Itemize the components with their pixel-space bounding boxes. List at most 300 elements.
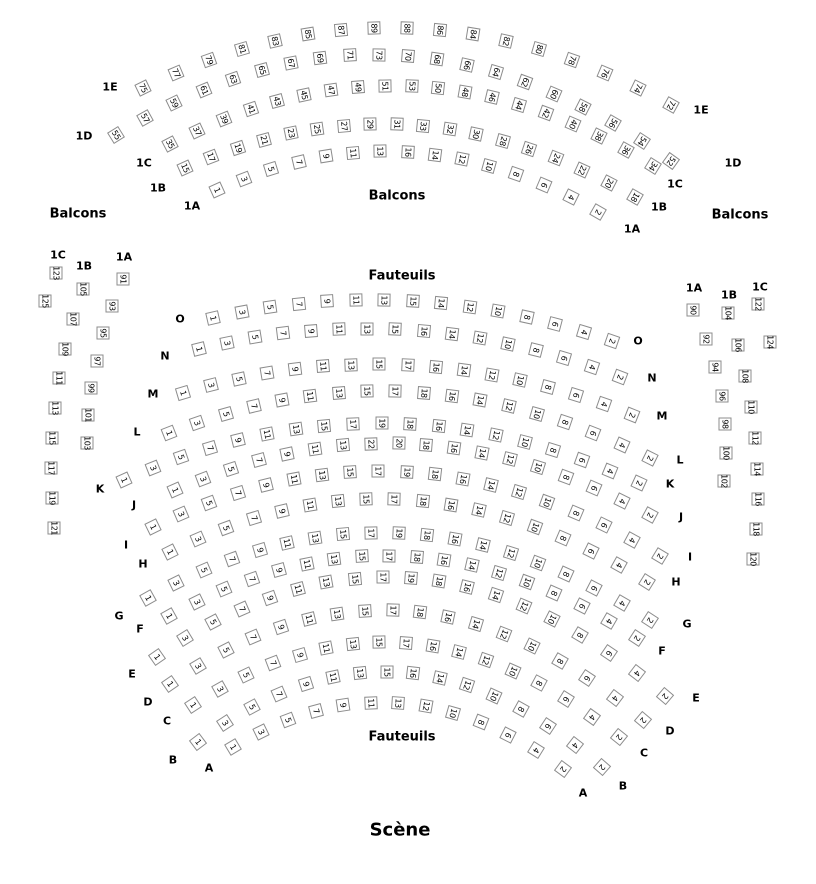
seat[interactable]: 61 <box>195 81 212 98</box>
seat[interactable]: 12 <box>462 299 477 314</box>
seat[interactable]: 14 <box>451 644 467 660</box>
seat[interactable]: 1 <box>175 385 191 401</box>
seat[interactable]: 59 <box>166 94 183 111</box>
seat[interactable]: 3 <box>236 170 253 187</box>
seat[interactable]: 17 <box>383 549 396 562</box>
seat[interactable]: 3 <box>252 723 269 740</box>
seat[interactable]: 10 <box>517 434 533 450</box>
seat[interactable]: 9 <box>258 478 274 494</box>
seat[interactable]: 45 <box>296 87 311 102</box>
seat[interactable]: 7 <box>270 686 287 703</box>
seat[interactable]: 8 <box>557 414 573 430</box>
seat[interactable]: 4 <box>584 359 600 375</box>
seat[interactable]: 20 <box>600 174 618 192</box>
seat[interactable]: 18 <box>427 467 441 481</box>
seat[interactable]: 49 <box>351 80 365 94</box>
seat[interactable]: 1 <box>184 696 202 714</box>
seat[interactable]: 5 <box>263 161 279 177</box>
seat[interactable]: 8 <box>519 309 534 324</box>
seat[interactable]: 4 <box>566 736 584 754</box>
seat[interactable]: 4 <box>623 531 641 549</box>
seat[interactable]: 5 <box>218 519 235 536</box>
seat[interactable]: 17 <box>364 526 377 539</box>
seat[interactable]: 25 <box>310 121 325 136</box>
seat[interactable]: 7 <box>202 440 218 456</box>
seat[interactable]: 2 <box>610 728 628 746</box>
seat[interactable]: 14 <box>475 537 491 553</box>
seat[interactable]: 8 <box>571 626 589 644</box>
seat[interactable]: 18 <box>626 188 644 206</box>
seat[interactable]: 6 <box>568 387 584 403</box>
seat[interactable]: 2 <box>612 369 629 386</box>
seat[interactable]: 5 <box>201 494 218 511</box>
seat[interactable]: 6 <box>547 316 563 332</box>
seat[interactable]: 31 <box>390 118 403 131</box>
seat[interactable]: 40 <box>564 115 581 132</box>
seat[interactable]: 7 <box>246 398 262 414</box>
seat[interactable]: 9 <box>251 542 267 558</box>
seat[interactable]: 84 <box>466 27 481 42</box>
seat[interactable]: 56 <box>604 114 622 132</box>
seat[interactable]: 17 <box>388 493 401 506</box>
seat[interactable]: 43 <box>269 93 285 109</box>
seat[interactable]: 6 <box>585 579 603 597</box>
seat[interactable]: 92 <box>699 332 712 345</box>
seat[interactable]: 3 <box>144 459 161 476</box>
seat[interactable]: 121 <box>48 522 61 535</box>
seat[interactable]: 8 <box>508 166 525 183</box>
seat[interactable]: 89 <box>367 21 380 34</box>
seat[interactable]: 12 <box>478 652 495 669</box>
seat[interactable]: 13 <box>331 494 345 508</box>
seat[interactable]: 11 <box>286 472 301 487</box>
seat[interactable]: 1 <box>139 589 157 607</box>
seat[interactable]: 18 <box>403 417 417 431</box>
seat[interactable]: 11 <box>346 146 360 160</box>
seat[interactable]: 38 <box>591 128 608 145</box>
seat[interactable]: 5 <box>223 460 239 476</box>
seat[interactable]: 5 <box>248 330 263 345</box>
seat[interactable]: 3 <box>203 377 219 393</box>
seat[interactable]: 3 <box>216 714 234 732</box>
seat[interactable]: 12 <box>502 545 518 561</box>
seat[interactable]: 1 <box>208 181 225 198</box>
seat[interactable]: 17 <box>376 570 389 583</box>
seat[interactable]: 14 <box>473 393 488 408</box>
seat[interactable]: 7 <box>291 297 305 311</box>
seat[interactable]: 12 <box>515 598 532 615</box>
seat[interactable]: 3 <box>234 304 249 319</box>
seat[interactable]: 12 <box>454 151 469 166</box>
seat[interactable]: 5 <box>280 712 297 729</box>
seat[interactable]: 14 <box>460 423 475 438</box>
seat[interactable]: 83 <box>267 33 283 49</box>
seat[interactable]: 82 <box>498 33 514 49</box>
seat[interactable]: 2 <box>634 711 652 729</box>
seat[interactable]: 14 <box>468 616 484 632</box>
seat[interactable]: 16 <box>401 145 415 159</box>
seat[interactable]: 1 <box>160 607 178 625</box>
seat[interactable]: 16 <box>406 666 420 680</box>
seat[interactable]: 13 <box>352 666 366 680</box>
seat[interactable]: 2 <box>630 474 647 491</box>
seat[interactable]: 107 <box>67 312 80 325</box>
seat[interactable]: 14 <box>475 445 490 460</box>
seat[interactable]: 17 <box>203 149 220 166</box>
seat[interactable]: 4 <box>613 492 630 509</box>
seat[interactable]: 98 <box>719 418 732 431</box>
seat[interactable]: 12 <box>488 428 503 443</box>
seat[interactable]: 10 <box>504 662 521 679</box>
seat[interactable]: 11 <box>259 426 274 441</box>
seat[interactable]: 88 <box>400 21 413 34</box>
seat[interactable]: 6 <box>573 597 590 614</box>
seat[interactable]: 18 <box>413 605 427 619</box>
seat[interactable]: 44 <box>511 96 527 112</box>
seat[interactable]: 115 <box>45 432 58 445</box>
seat[interactable]: 1 <box>189 733 207 751</box>
seat[interactable]: 13 <box>288 422 303 437</box>
seat[interactable]: 8 <box>567 504 584 521</box>
seat[interactable]: 125 <box>39 295 52 308</box>
seat[interactable]: 8 <box>472 714 489 731</box>
seat[interactable]: 8 <box>545 442 561 458</box>
seat[interactable]: 73 <box>372 48 385 61</box>
seat[interactable]: 22 <box>573 161 590 178</box>
seat[interactable]: 70 <box>401 49 415 63</box>
seat[interactable]: 29 <box>364 118 377 131</box>
seat[interactable]: 118 <box>750 523 763 536</box>
seat[interactable]: 15 <box>358 604 372 618</box>
seat[interactable]: 10 <box>445 705 461 721</box>
seat[interactable]: 5 <box>238 666 255 683</box>
seat[interactable]: 6 <box>499 726 516 743</box>
seat[interactable]: 5 <box>231 371 246 386</box>
seat[interactable]: 6 <box>600 644 618 662</box>
seat[interactable]: 22 <box>364 437 377 450</box>
seat[interactable]: 7 <box>308 703 324 719</box>
seat[interactable]: 7 <box>243 570 260 587</box>
seat[interactable]: 6 <box>556 350 572 366</box>
seat[interactable]: 4 <box>575 324 591 340</box>
seat[interactable]: 13 <box>377 293 390 306</box>
seat[interactable]: 120 <box>747 553 760 566</box>
seat[interactable]: 60 <box>546 85 563 102</box>
seat[interactable]: 13 <box>346 637 360 651</box>
seat[interactable]: 74 <box>629 79 646 96</box>
seat[interactable]: 16 <box>447 532 462 547</box>
seat[interactable]: 16 <box>443 497 458 512</box>
seat[interactable]: 14 <box>444 327 459 342</box>
seat[interactable]: 18 <box>419 438 433 452</box>
seat[interactable]: 17 <box>346 417 360 431</box>
seat[interactable]: 13 <box>327 552 342 567</box>
seat[interactable]: 124 <box>764 336 777 349</box>
seat[interactable]: 13 <box>374 145 387 158</box>
seat[interactable]: 3 <box>173 505 190 522</box>
seat[interactable]: 2 <box>624 407 641 424</box>
seat[interactable]: 15 <box>347 571 361 585</box>
seat[interactable]: 6 <box>586 479 603 496</box>
seat[interactable]: 7 <box>246 510 262 526</box>
seat[interactable]: 9 <box>231 432 247 448</box>
seat[interactable]: 51 <box>378 79 391 92</box>
seat[interactable]: 11 <box>325 669 340 684</box>
seat[interactable]: 12 <box>484 367 499 382</box>
seat[interactable]: 10 <box>530 554 547 571</box>
seat[interactable]: 4 <box>601 612 619 630</box>
seat[interactable]: 2 <box>641 611 659 629</box>
seat[interactable]: 9 <box>275 393 290 408</box>
seat[interactable]: 14 <box>464 558 480 574</box>
seat[interactable]: 19 <box>404 571 418 585</box>
seat[interactable]: 23 <box>283 126 298 141</box>
seat[interactable]: 18 <box>417 386 431 400</box>
seat[interactable]: 9 <box>318 149 333 164</box>
seat[interactable]: 11 <box>318 640 333 655</box>
seat[interactable]: 1 <box>148 648 166 666</box>
seat[interactable]: 11 <box>307 441 322 456</box>
seat[interactable]: 14 <box>433 670 449 686</box>
seat[interactable]: 55 <box>107 126 125 144</box>
seat[interactable]: 7 <box>223 551 240 568</box>
seat[interactable]: 18 <box>410 550 424 564</box>
seat[interactable]: 75 <box>134 79 151 96</box>
seat[interactable]: 14 <box>427 147 442 162</box>
seat[interactable]: 109 <box>59 342 72 355</box>
seat[interactable]: 7 <box>229 485 245 501</box>
seat[interactable]: 5 <box>263 300 278 315</box>
seat[interactable]: 9 <box>291 646 307 662</box>
seat[interactable]: 12 <box>491 564 507 580</box>
seat[interactable]: 12 <box>459 677 475 693</box>
seat[interactable]: 53 <box>405 79 419 93</box>
seat[interactable]: 2 <box>656 687 674 705</box>
seat[interactable]: 6 <box>595 517 612 534</box>
seat[interactable]: 11 <box>303 498 318 513</box>
seat[interactable]: 5 <box>173 449 190 466</box>
seat[interactable]: 9 <box>271 562 287 578</box>
seat[interactable]: 10 <box>539 493 556 510</box>
seat[interactable]: 9 <box>304 324 318 338</box>
seat[interactable]: 6 <box>557 690 575 708</box>
seat[interactable]: 54 <box>633 132 651 150</box>
seat[interactable]: 15 <box>336 527 350 541</box>
seat[interactable]: 114 <box>751 462 764 475</box>
seat[interactable]: 11 <box>280 535 296 551</box>
seat[interactable]: 2 <box>604 333 621 350</box>
seat[interactable]: 27 <box>337 119 351 133</box>
seat[interactable]: 11 <box>299 556 314 571</box>
seat[interactable]: 10 <box>526 518 543 535</box>
seat[interactable]: 9 <box>279 446 294 461</box>
seat[interactable]: 6 <box>573 451 590 468</box>
seat[interactable]: 10 <box>512 372 528 388</box>
seat[interactable]: 1 <box>161 543 178 560</box>
seat[interactable]: 1 <box>161 675 179 693</box>
seat[interactable]: 2 <box>651 547 669 565</box>
seat[interactable]: 2 <box>554 760 572 778</box>
seat[interactable]: 8 <box>551 652 569 670</box>
seat[interactable]: 2 <box>628 629 646 647</box>
seat[interactable]: 7 <box>260 366 275 381</box>
seat[interactable]: 95 <box>97 327 110 340</box>
seat[interactable]: 5 <box>218 406 234 422</box>
seat[interactable]: 9 <box>320 294 334 308</box>
seat[interactable]: 3 <box>167 575 184 592</box>
seat[interactable]: 5 <box>217 642 234 659</box>
seat[interactable]: 24 <box>547 150 564 167</box>
seat[interactable]: 15 <box>360 385 373 398</box>
seat[interactable]: 13 <box>345 358 358 371</box>
seat[interactable]: 10 <box>500 336 515 351</box>
seat[interactable]: 20 <box>392 437 405 450</box>
seat[interactable]: 1 <box>115 471 132 488</box>
seat[interactable]: 2 <box>641 449 658 466</box>
seat[interactable]: 15 <box>373 358 386 371</box>
seat[interactable]: 7 <box>245 629 262 646</box>
seat[interactable]: 93 <box>106 300 119 313</box>
seat[interactable]: 104 <box>722 307 735 320</box>
seat[interactable]: 13 <box>391 696 405 710</box>
seat[interactable]: 10 <box>529 406 545 422</box>
seat[interactable]: 13 <box>330 606 345 621</box>
seat[interactable]: 5 <box>216 581 233 598</box>
seat[interactable]: 69 <box>313 51 328 66</box>
seat[interactable]: 4 <box>610 557 628 575</box>
seat[interactable]: 3 <box>195 470 212 487</box>
seat[interactable]: 9 <box>336 698 351 713</box>
seat[interactable]: 21 <box>256 132 272 148</box>
seat[interactable]: 19 <box>375 416 388 429</box>
seat[interactable]: 4 <box>596 396 613 413</box>
seat[interactable]: 8 <box>546 584 563 601</box>
seat[interactable]: 10 <box>543 610 560 627</box>
seat[interactable]: 13 <box>332 386 346 400</box>
seat[interactable]: 19 <box>230 139 246 155</box>
seat[interactable]: 11 <box>316 359 330 373</box>
seat[interactable]: 3 <box>189 657 207 675</box>
seat[interactable]: 13 <box>315 468 330 483</box>
seat[interactable]: 33 <box>416 119 430 133</box>
seat[interactable]: 3 <box>188 593 205 610</box>
seat[interactable]: 108 <box>739 370 752 383</box>
seat[interactable]: 101 <box>82 409 95 422</box>
seat[interactable]: 12 <box>501 398 517 414</box>
seat[interactable]: 72 <box>662 96 680 114</box>
seat[interactable]: 11 <box>301 611 317 627</box>
seat[interactable]: 10 <box>481 158 497 174</box>
seat[interactable]: 8 <box>528 342 544 358</box>
seat[interactable]: 1 <box>205 310 221 326</box>
seat[interactable]: 16 <box>428 360 442 374</box>
seat[interactable]: 10 <box>523 637 540 654</box>
seat[interactable]: 94 <box>709 361 722 374</box>
seat[interactable]: 2 <box>589 203 607 221</box>
seat[interactable]: 3 <box>176 630 194 648</box>
seat[interactable]: 6 <box>582 542 599 559</box>
seat[interactable]: 12 <box>418 699 433 714</box>
seat[interactable]: 18 <box>420 528 434 542</box>
seat[interactable]: 4 <box>613 594 631 612</box>
seat[interactable]: 17 <box>389 385 402 398</box>
seat[interactable]: 11 <box>333 322 346 335</box>
seat[interactable]: 17 <box>401 358 415 372</box>
seat[interactable]: 4 <box>628 664 646 682</box>
seat[interactable]: 16 <box>441 609 456 624</box>
seat[interactable]: 9 <box>274 503 290 519</box>
seat[interactable]: 32 <box>442 122 457 137</box>
seat[interactable]: 58 <box>575 99 592 116</box>
seat[interactable]: 1 <box>191 341 207 357</box>
seat[interactable]: 16 <box>437 553 452 568</box>
seat[interactable]: 14 <box>471 502 487 518</box>
seat[interactable]: 86 <box>433 23 447 37</box>
seat[interactable]: 13 <box>361 322 374 335</box>
seat[interactable]: 8 <box>558 468 575 485</box>
seat[interactable]: 16 <box>455 471 470 486</box>
seat[interactable]: 1 <box>161 425 178 442</box>
seat[interactable]: 5 <box>205 614 223 632</box>
seat[interactable]: 18 <box>415 494 429 508</box>
seat[interactable]: 10 <box>519 573 536 590</box>
seat[interactable]: 6 <box>535 176 552 193</box>
seat[interactable]: 65 <box>254 62 270 78</box>
seat[interactable]: 97 <box>90 354 103 367</box>
seat[interactable]: 71 <box>343 48 357 62</box>
seat[interactable]: 13 <box>308 530 323 545</box>
seat[interactable]: 14 <box>487 587 503 603</box>
seat[interactable]: 9 <box>298 676 314 692</box>
seat[interactable]: 5 <box>195 562 212 579</box>
seat[interactable]: 13 <box>319 575 334 590</box>
seat[interactable]: 113 <box>48 402 61 415</box>
seat[interactable]: 5 <box>243 698 261 716</box>
seat[interactable]: 17 <box>372 465 385 478</box>
seat[interactable]: 77 <box>167 64 184 81</box>
seat[interactable]: 116 <box>751 493 764 506</box>
seat[interactable]: 123 <box>50 267 63 280</box>
seat[interactable]: 13 <box>336 438 350 452</box>
seat[interactable]: 66 <box>459 57 475 73</box>
seat[interactable]: 10 <box>486 687 503 704</box>
seat[interactable]: 57 <box>136 109 154 127</box>
seat[interactable]: 78 <box>564 52 581 69</box>
seat[interactable]: 99 <box>85 381 98 394</box>
seat[interactable]: 9 <box>262 589 279 606</box>
seat[interactable]: 15 <box>380 665 393 678</box>
seat[interactable]: 103 <box>81 437 94 450</box>
seat[interactable]: 12 <box>472 331 487 346</box>
seat[interactable]: 37 <box>188 122 205 139</box>
seat[interactable]: 4 <box>606 689 624 707</box>
seat[interactable]: 48 <box>458 84 473 99</box>
seat[interactable]: 90 <box>687 304 700 317</box>
seat[interactable]: 119 <box>45 492 58 505</box>
seat[interactable]: 87 <box>334 23 348 37</box>
seat[interactable]: 19 <box>392 526 406 540</box>
seat[interactable]: 8 <box>540 379 556 395</box>
seat[interactable]: 19 <box>400 465 414 479</box>
seat[interactable]: 6 <box>539 717 557 735</box>
seat[interactable]: 2 <box>638 573 656 591</box>
seat[interactable]: 17 <box>399 636 413 650</box>
seat[interactable]: 4 <box>527 741 545 759</box>
seat[interactable]: 2 <box>593 758 611 776</box>
seat[interactable]: 30 <box>468 127 483 142</box>
seat[interactable]: 11 <box>290 581 306 597</box>
seat[interactable]: 4 <box>562 189 579 206</box>
